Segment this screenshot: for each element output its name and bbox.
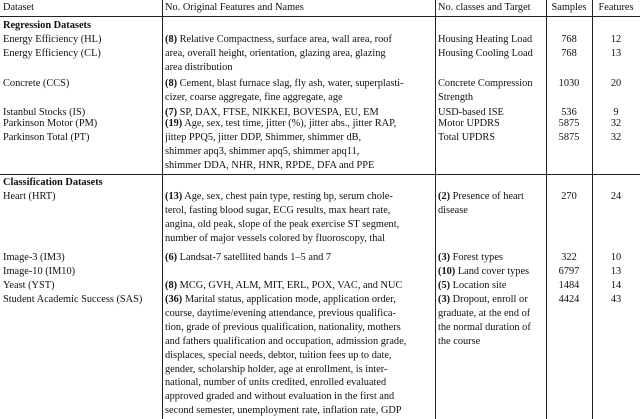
feature-names <box>165 293 432 418</box>
features-value: 13 <box>610 48 622 59</box>
target-line-first <box>438 293 544 307</box>
header-rule <box>0 16 640 17</box>
feature-line: jittep PPQ5, jitter DDP, Shimmer, shimmer dB, <box>165 131 362 143</box>
feature-line: MCG, GVH, ALM, MIT, ERL, POX, VAC, and NUC <box>179 280 403 291</box>
dataset-name: Istanbul Stocks (IS) <box>3 107 86 118</box>
header-features: Features <box>598 2 634 13</box>
target-count: (10) <box>438 266 456 277</box>
feature-count: (13) <box>165 191 183 202</box>
feature-line: SP, DAX, FTSE, NIKKEI, BOVESPA, EU, EM <box>179 107 379 118</box>
target-name <box>438 77 544 105</box>
feature-count: (8) <box>165 78 178 89</box>
target-name <box>438 293 544 349</box>
feature-count: (8) <box>165 280 178 291</box>
samples-value: 270 <box>561 191 577 202</box>
samples-value: 322 <box>561 252 577 263</box>
target-line: the normal duration of <box>438 321 531 333</box>
target-name <box>438 190 544 218</box>
features-value: 14 <box>610 280 622 291</box>
feature-names <box>165 47 432 75</box>
feature-count: (19) <box>165 118 183 129</box>
header-samples: Samples <box>551 2 587 13</box>
target-line: Land cover types <box>457 266 530 277</box>
feature-line: Age, sex, test time, jitter (%), jitter abs., jitter RAP, <box>184 118 397 129</box>
feature-names <box>165 251 432 265</box>
feature-line: cizer, coarse aggregate, fine aggregate, age <box>165 91 343 103</box>
dataset-name: Energy Efficiency (CL) <box>3 48 101 59</box>
feature-line: displaces, special needs, debtor, tuition fees up to date, <box>165 349 392 361</box>
feature-count: (36) <box>165 294 183 305</box>
target-count: (2) <box>438 191 451 202</box>
section-regression: Regression Datasets <box>3 20 92 31</box>
target-line: Presence of heart <box>452 191 524 202</box>
section-classification: Classification Datasets <box>3 177 103 188</box>
target-count: (5) <box>438 280 451 291</box>
target-line-first <box>438 190 544 204</box>
target-name <box>438 265 544 279</box>
target-line: Location site <box>452 280 507 291</box>
features-value: 10 <box>610 252 622 263</box>
features-value: 32 <box>610 118 622 129</box>
feature-line: and fathers qualification and occupation, admission grade, <box>165 335 407 347</box>
features-value: 13 <box>610 266 622 277</box>
dataset-name: Parkinson Total (PT) <box>3 132 90 143</box>
target-name: USD-based ISE <box>438 107 504 118</box>
feature-names <box>165 77 432 105</box>
features-value: 9 <box>613 107 619 118</box>
feature-line: number of major vessels colored by fluoroscopy, thal <box>165 232 385 244</box>
feature-count: (8) <box>165 34 178 45</box>
target-count: (3) <box>438 294 451 305</box>
dataset-name: Yeast (YST) <box>3 280 55 291</box>
features-value: 43 <box>610 294 622 305</box>
feature-names <box>165 33 432 47</box>
dataset-name: Parkinson Motor (PM) <box>3 118 98 129</box>
samples-value: 768 <box>561 34 577 45</box>
samples-value: 6797 <box>558 266 580 277</box>
features-value: 20 <box>610 78 622 89</box>
target-line: Forest types <box>452 252 503 263</box>
dataset-name: Concrete (CCS) <box>3 78 70 89</box>
target-name <box>438 251 544 265</box>
samples-value: 4424 <box>558 294 580 305</box>
feature-names <box>165 117 432 173</box>
column-divider <box>162 0 163 419</box>
dataset-name: Heart (HRT) <box>3 191 56 202</box>
feature-line: Age, sex, chest pain type, resting bp, serum chole- <box>184 191 393 202</box>
dataset-name: Energy Efficiency (HL) <box>3 34 102 45</box>
feature-line: terol, fasting blood sugar, ECG results, max heart rate, <box>165 204 391 216</box>
target-name: Motor UPDRS <box>438 118 500 129</box>
feature-line-first <box>165 77 432 91</box>
samples-value: 536 <box>561 107 577 118</box>
feature-line: Cement, blast furnace slag, fly ash, water, superplasti- <box>179 78 404 89</box>
feature-names <box>165 279 432 293</box>
feature-line: area, overall height, orientation, glazing area, glazing <box>165 48 386 59</box>
feature-line: Marital status, application mode, application order, <box>184 294 396 305</box>
samples-value: 1484 <box>558 280 580 291</box>
header-dataset: Dataset <box>3 2 35 13</box>
feature-line: national, number of units credited, enrolled evaluated <box>165 377 387 389</box>
features-value: 12 <box>610 34 622 45</box>
features-value: 24 <box>610 191 622 202</box>
target-line: the course <box>438 335 481 347</box>
target-line: Dropout, enroll or <box>452 294 528 305</box>
dataset-name: Student Academic Success (SAS) <box>3 294 143 305</box>
target-name: Total UPDRS <box>438 132 496 143</box>
feature-line: Landsat-7 satellited bands 1–5 and 7 <box>179 252 332 263</box>
samples-value: 5875 <box>558 132 580 143</box>
feature-line: angina, old peak, slope of the peak exercise ST segment, <box>165 218 400 230</box>
header-features-names: No. Original Features and Names <box>165 2 304 13</box>
features-value: 32 <box>610 132 622 143</box>
dataset-name: Image-10 (IM10) <box>3 266 76 277</box>
column-divider <box>435 0 436 419</box>
feature-line-first <box>165 190 432 204</box>
target-name: Housing Cooling Load <box>438 48 533 59</box>
target-line: Concrete Compression <box>438 78 533 89</box>
samples-value: 1030 <box>558 78 580 89</box>
column-divider <box>546 0 547 419</box>
feature-line-first <box>165 293 432 307</box>
target-line: Strength <box>438 91 474 103</box>
feature-line: course, daytime/evening attendance, previous qualifica- <box>165 307 396 319</box>
header-classes-target: No. classes and Target <box>438 2 531 13</box>
samples-value: 768 <box>561 48 577 59</box>
target-name <box>438 279 544 293</box>
samples-value: 5875 <box>558 118 580 129</box>
dataset-name: Image-3 (IM3) <box>3 252 65 263</box>
feature-line: area distribution <box>165 61 233 73</box>
feature-count: (7) <box>165 107 178 118</box>
feature-line: gender, scholarship holder, age at enrollment, is inter- <box>165 363 388 375</box>
target-name: Housing Heating Load <box>438 34 533 45</box>
section-rule <box>0 174 640 175</box>
target-line: graduate, at the end of <box>438 307 531 319</box>
column-divider <box>592 0 593 419</box>
target-line: disease <box>438 204 468 216</box>
feature-count: (6) <box>165 252 178 263</box>
feature-line: Relative Compactness, surface area, wall area, roof <box>179 34 392 45</box>
feature-line: tion, grade of previous qualification, nationality, mothers <box>165 321 401 333</box>
feature-line: shimmer apq3, shimmer apq5, shimmer apq11, <box>165 145 360 157</box>
feature-names <box>165 190 432 246</box>
feature-line-first <box>165 117 432 131</box>
target-count: (3) <box>438 252 451 263</box>
feature-line: shimmer DDA, NHR, HNR, RPDE, DFA and PPE <box>165 159 375 171</box>
feature-line: approved graded and without evaluation in the first and <box>165 391 395 403</box>
feature-line: second semester, unemployment rate, inflation rate, GDP <box>165 405 402 417</box>
